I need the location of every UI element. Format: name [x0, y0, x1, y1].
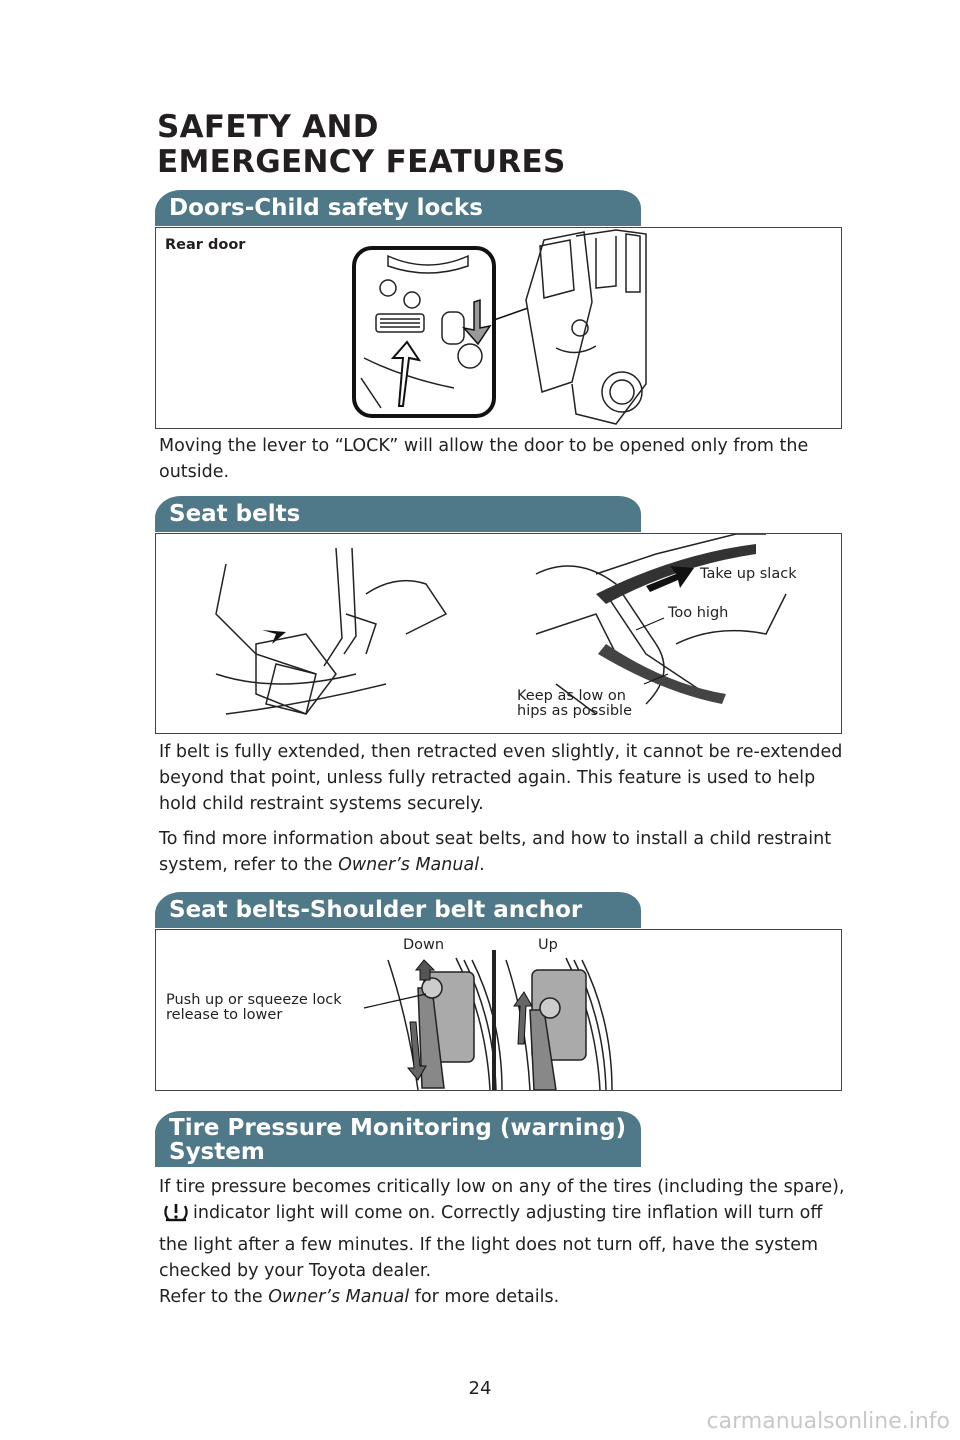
child-locks-illustration — [155, 227, 842, 429]
shoulder-anchor-heading — [155, 892, 641, 928]
seat-belts-illustration — [155, 533, 842, 734]
shoulder-anchor-illustration — [155, 929, 842, 1091]
page-title — [157, 110, 566, 180]
keep-low-label-line-2: hips as possible — [517, 703, 633, 719]
push-up-label-line-1: Push up or squeeze lock — [166, 992, 342, 1008]
tpms-heading-line-1: Tire Pressure Monitoring (warning) — [169, 1115, 627, 1141]
child-locks-heading-text: Doors-Child safety locks — [169, 195, 483, 221]
tpms-text-2 — [159, 1284, 849, 1310]
seat-belts-heading-text: Seat belts — [169, 501, 301, 527]
seat-belt-buckle-illustration — [156, 534, 841, 733]
rear-door-illustration — [156, 228, 841, 428]
down-label: Down — [403, 937, 445, 953]
seat-belts-text-2 — [159, 826, 849, 878]
tpms-text-1-end: indicator light will come on. Correctly adjusting tire inflation will turn off the light after a few minutes. If the light does not turn off, have the system checked by your Toyota dealer. — [159, 1203, 823, 1281]
seat-belts-text-2-end: . — [479, 855, 485, 875]
seat-belts-text-2-start: To find more information about seat belts, and how to install a child restraint system, refer to the — [159, 829, 832, 875]
owners-manual-reference-tpms: Owner’s Manual — [268, 1287, 410, 1307]
tpms-text-2-start: Refer to the — [159, 1287, 269, 1307]
up-label: Up — [538, 937, 558, 953]
rear-door-label: Rear door — [165, 237, 246, 253]
watermark: carmanualsonline.info — [706, 1409, 950, 1434]
seat-belts-heading — [155, 496, 641, 532]
tpms-warning-icon — [163, 1200, 189, 1232]
push-up-label-line-2: release to lower — [166, 1007, 283, 1023]
tpms-text-2-end: for more details. — [409, 1287, 560, 1307]
tpms-text-1-start: If tire pressure becomes critically low on any of the tires (including the spare), — [159, 1177, 845, 1197]
seat-belts-text-1: If belt is fully extended, then retracted even slightly, it cannot be re-extended beyond that point, unless fully retracted again. This feature is used to help hold child restraint systems securely. — [159, 742, 843, 814]
take-up-slack-label: Take up slack — [700, 566, 797, 582]
shoulder-anchor-heading-text: Seat belts-Shoulder belt anchor — [169, 897, 583, 923]
title-line-2: EMERGENCY FEATURES — [157, 144, 566, 180]
child-locks-heading — [155, 190, 641, 226]
keep-low-label-line-1: Keep as low on — [517, 688, 626, 704]
owners-manual-reference: Owner’s Manual — [338, 855, 480, 875]
title-line-1: SAFETY AND — [157, 109, 379, 145]
tpms-heading — [155, 1111, 641, 1167]
tpms-text-1 — [159, 1174, 849, 1284]
tpms-heading-line-2: System — [169, 1139, 265, 1165]
child-locks-text: Moving the lever to “LOCK” will allow the door to be opened only from the outside. — [159, 436, 809, 482]
page-number: 24 — [468, 1378, 492, 1399]
too-high-label: Too high — [668, 605, 729, 621]
